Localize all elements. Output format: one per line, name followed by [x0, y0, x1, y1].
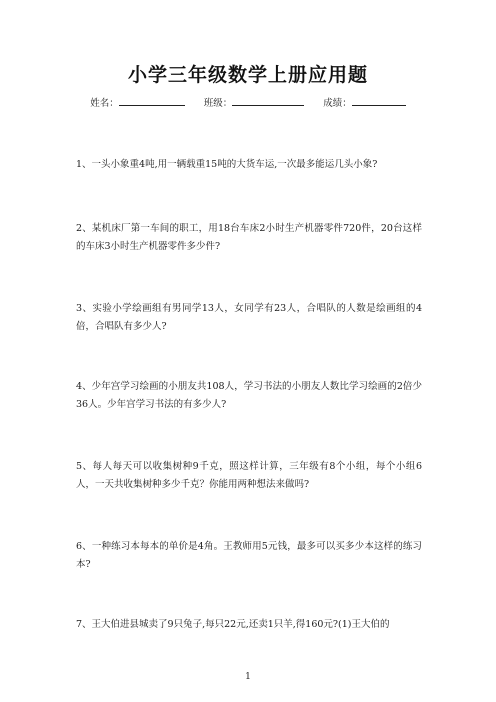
class-blank[interactable]: [232, 96, 304, 106]
name-blank[interactable]: [119, 96, 185, 106]
name-field[interactable]: [90, 95, 185, 109]
question-item: 2、某机床厂第一车间的职工，用18台车床2小时生产机器零件720件，20台这样的车床3小时生产机器零件多少件?: [76, 223, 422, 252]
question-item: 3、实验小学绘画组有男同学13人，女同学有23人，合唱队的人数是绘画组的4倍，合唱队有多少人?: [76, 303, 422, 332]
name-label: 姓名：: [90, 98, 119, 109]
page-number: 1: [245, 672, 251, 682]
class-field[interactable]: [204, 95, 305, 109]
question-item: 4、少年宫学习绘画的小朋友共108人，学习书法的小朋友人数比学习绘画的2倍少36人。少年宫学习书法的有多少人?: [76, 381, 422, 410]
question-item: 7、王大伯进县城卖了9只兔子,每只22元,还卖1只羊,得160元?(1)王大伯的: [76, 619, 390, 630]
question-item: 1、一头小象重4吨,用一辆载重15吨的大货车运,一次最多能运几头小象?: [76, 159, 378, 170]
page-title: 小学三年级数学上册应用题: [127, 64, 368, 86]
score-label: 成绩：: [323, 98, 352, 109]
score-field[interactable]: [323, 95, 406, 109]
question-item: 5、每人每天可以收集树种9千克，照这样计算，三年级有8个小组，每个小组6人，一天共收集树种多少千克？你能用两种想法来做吗?: [76, 461, 422, 490]
question-item: 6、一种练习本每本的单价是4角。王教师用5元钱，最多可以买多少本这样的练习本?: [76, 541, 422, 570]
student-info-line: [0, 95, 496, 109]
class-label: 班级：: [203, 98, 233, 109]
score-blank[interactable]: [352, 96, 406, 106]
